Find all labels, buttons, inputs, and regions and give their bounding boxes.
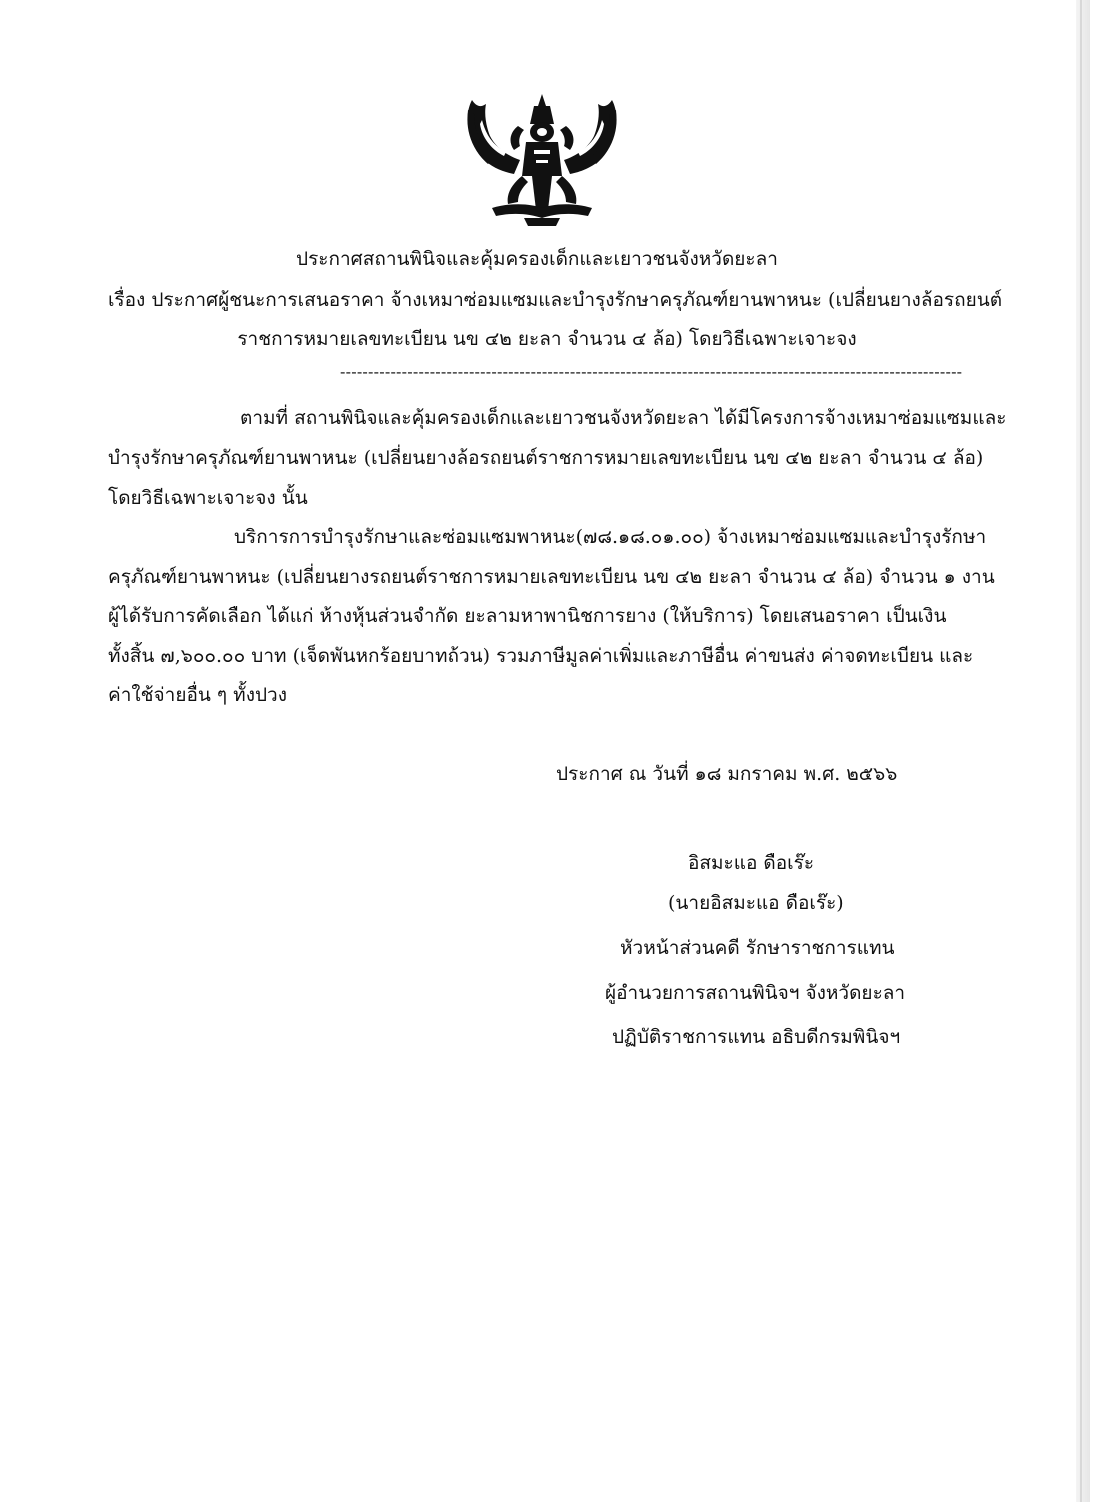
- divider: ---------------------------------------------------------------------------------------------------------------: [340, 362, 963, 381]
- signer-position-2: ผู้อำนวยการสถานพินิจฯ จังหวัดยะลา: [605, 982, 906, 1004]
- para1-line3: โดยวิธีเฉพาะเจาะจง นั้น: [108, 487, 308, 509]
- para2-line1: บริการการบำรุงรักษาและซ่อมแซมพาหนะ(๗๘.๑๘.๐๑.๐๐) จ้างเหมาซ่อมแซมและบำรุงรักษา: [234, 526, 987, 548]
- garuda-emblem-icon: [462, 80, 622, 230]
- para2-line4: ทั้งสิ้น ๗,๖๐๐.๐๐ บาท (เจ็ดพันหกร้อยบาทถ้วน) รวมภาษีมูลค่าเพิ่มและภาษีอื่น ค่าขนส่ง ค่าจดทะเบียน และ: [108, 645, 974, 667]
- para2-line3: ผู้ได้รับการคัดเลือก ได้แก่ ห้างหุ้นส่วนจำกัด ยะลามหาพานิชการยาง (ให้บริการ) โดยเสนอราคา เป็นเงิน: [108, 605, 947, 627]
- page-edge-line: [1080, 0, 1082, 1502]
- para1-line1: ตามที่ สถานพินิจและคุ้มครองเด็กและเยาวชนจังหวัดยะลา ได้มีโครงการจ้างเหมาซ่อมแซมและ: [240, 407, 1007, 429]
- announcement-date: ประกาศ ณ วันที่ ๑๘ มกราคม พ.ศ. ๒๕๖๖: [556, 763, 898, 785]
- subject-line-1: เรื่อง ประกาศผู้ชนะการเสนอราคา จ้างเหมาซ่อมแซมและบำรุงรักษาครุภัณฑ์ยานพาหนะ (เปลี่ยนยางล้อรถยนต์: [107, 289, 1003, 311]
- signer-full-name: (นายอิสมะแอ ดือเร๊ะ): [668, 892, 844, 914]
- para1-line2: บำรุงรักษาครุภัณฑ์ยานพาหนะ (เปลี่ยนยางล้อรถยนต์ราชการหมายเลขทะเบียน นข ๔๒ ยะลา จำนวน ๔ ล้อ): [108, 447, 984, 469]
- signer-position-1: หัวหน้าส่วนคดี รักษาราชการแทน: [620, 937, 895, 959]
- para2-line5: ค่าใช้จ่ายอื่น ๆ ทั้งปวง: [108, 684, 287, 706]
- subject-line-2: ราชการหมายเลขทะเบียน นข ๔๒ ยะลา จำนวน ๔ ล้อ) โดยวิธีเฉพาะเจาะจง: [237, 328, 857, 350]
- para2-line2: ครุภัณฑ์ยานพาหนะ (เปลี่ยนยางรถยนต์ราชการหมายเลขทะเบียน นข ๔๒ ยะลา จำนวน ๔ ล้อ) จำนวน ๑ งาน: [108, 566, 995, 588]
- signer-position-3: ปฏิบัติราชการแทน อธิบดีกรมพินิจฯ: [612, 1026, 901, 1048]
- announcement-title: ประกาศสถานพินิจและคุ้มครองเด็กและเยาวชนจังหวัดยะลา: [296, 248, 778, 270]
- page-edge: [1076, 0, 1090, 1502]
- signed-name: อิสมะแอ ดือเร๊ะ: [688, 852, 815, 874]
